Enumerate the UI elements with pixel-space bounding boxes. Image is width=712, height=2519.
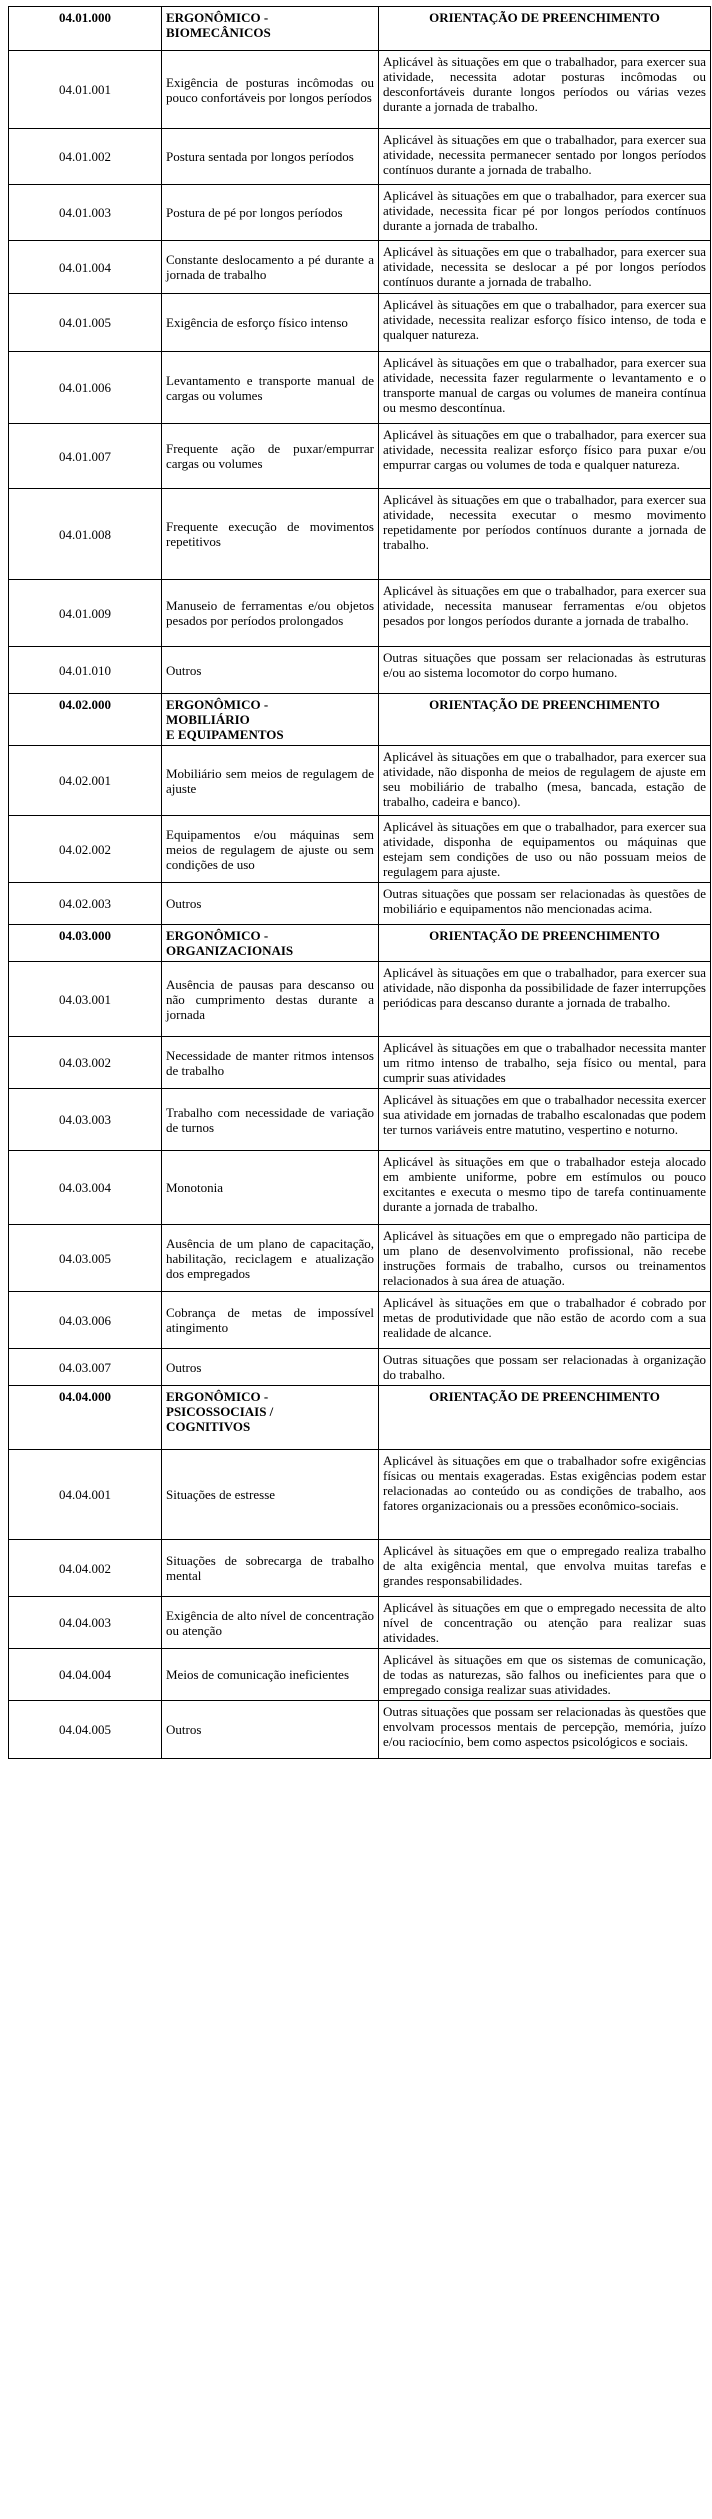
fill-guidance: Aplicável às situações em que o trabalhador, para exercer sua atividade, necessita permanecer sentado por longos períodos contínuos durante a jornada de trabalho. <box>379 129 711 185</box>
risk-description: Mobiliário sem meios de regulagem de ajuste <box>162 746 379 816</box>
risk-code: 04.01.005 <box>9 294 162 352</box>
table-row <box>9 883 711 925</box>
fill-guidance: Aplicável às situações em que o empregado necessita de alto nível de concentração ou atenção para realizar suas atividades. <box>379 1597 711 1649</box>
section-title-line: COGNITIVOS <box>166 1419 251 1434</box>
risk-code: 04.04.005 <box>9 1701 162 1759</box>
guide-header: ORIENTAÇÃO DE PREENCHIMENTO <box>379 7 711 51</box>
risk-description: Postura sentada por longos períodos <box>162 129 379 185</box>
risk-description: Outros <box>162 647 379 694</box>
risk-code: 04.01.006 <box>9 352 162 424</box>
fill-guidance: Aplicável às situações em que o trabalhador, para exercer sua atividade, necessita fazer regularmente o levantamento e o transporte manual de cargas ou volumes de maneira contínua ou mesmo descontínua. <box>379 352 711 424</box>
risk-code: 04.01.002 <box>9 129 162 185</box>
section-title-line: BIOMECÂNICOS <box>166 25 271 40</box>
risk-code: 04.03.007 <box>9 1349 162 1386</box>
section-title-line: ERGONÔMICO - <box>166 697 269 712</box>
fill-guidance: Outras situações que possam ser relacionadas às questões de mobiliário e equipamentos não mencionadas acima. <box>379 883 711 925</box>
section-title <box>162 925 379 962</box>
risk-description: Exigência de alto nível de concentração ou atenção <box>162 1597 379 1649</box>
table-row <box>9 241 711 294</box>
risk-description: Outros <box>162 1701 379 1759</box>
table-row <box>9 424 711 489</box>
section-title <box>162 694 379 746</box>
table-row <box>9 1089 711 1151</box>
risk-description: Necessidade de manter ritmos intensos de trabalho <box>162 1037 379 1089</box>
risk-table-body <box>9 7 711 1759</box>
fill-guidance: Outras situações que possam ser relacionadas às estruturas e/ou ao sistema locomotor do corpo humano. <box>379 647 711 694</box>
risk-code: 04.02.001 <box>9 746 162 816</box>
fill-guidance: Aplicável às situações em que o trabalhador, para exercer sua atividade, disponha de equipamentos ou máquinas que estejam sem condições de uso ou não possuam meios de regulagem para ajuste. <box>379 816 711 883</box>
table-row <box>9 185 711 241</box>
table-row <box>9 1701 711 1759</box>
table-row <box>9 1037 711 1089</box>
risk-description: Trabalho com necessidade de variação de turnos <box>162 1089 379 1151</box>
section-title-line: ORGANIZACIONAIS <box>166 943 294 958</box>
table-row <box>9 1649 711 1701</box>
section-code: 04.03.000 <box>9 925 162 962</box>
fill-guidance: Aplicável às situações em que o trabalhador, para exercer sua atividade, necessita manusear ferramentas e/ou objetos pesados por longos períodos durante a jornada de trabalho. <box>379 580 711 647</box>
guide-header: ORIENTAÇÃO DE PREENCHIMENTO <box>379 1386 711 1450</box>
fill-guidance: Aplicável às situações em que o trabalhador, para exercer sua atividade, necessita realizar esforço físico intenso, de toda e qualquer natureza. <box>379 294 711 352</box>
table-row <box>9 1225 711 1292</box>
table-row <box>9 647 711 694</box>
risk-description: Frequente execução de movimentos repetitivos <box>162 489 379 580</box>
risk-description: Frequente ação de puxar/empurrar cargas ou volumes <box>162 424 379 489</box>
risk-description: Monotonia <box>162 1151 379 1225</box>
fill-guidance: Aplicável às situações em que o trabalhador, para exercer sua atividade, não disponha da possibilidade de fazer interrupções periódicas para descanso durante a jornada de trabalho. <box>379 962 711 1037</box>
risk-code: 04.03.002 <box>9 1037 162 1089</box>
risk-description: Manuseio de ferramentas e/ou objetos pesados por períodos prolongados <box>162 580 379 647</box>
fill-guidance: Aplicável às situações em que o trabalhador esteja alocado em ambiente uniforme, pobre em estímulos ou pouco excitantes e executa o mesmo tipo de tarefa continuamente durante a jornada de trabalho. <box>379 1151 711 1225</box>
section-header-row <box>9 925 711 962</box>
risk-description: Exigência de esforço físico intenso <box>162 294 379 352</box>
fill-guidance: Aplicável às situações em que o empregado não participa de um plano de desenvolvimento profissional, não recebe instruções formais de trabalho, cursos ou treinamentos relacionados à sua área de atuação. <box>379 1225 711 1292</box>
section-header-row <box>9 7 711 51</box>
risk-code: 04.03.003 <box>9 1089 162 1151</box>
section-title <box>162 7 379 51</box>
table-row <box>9 962 711 1037</box>
table-row <box>9 746 711 816</box>
risk-code: 04.02.003 <box>9 883 162 925</box>
risk-code: 04.02.002 <box>9 816 162 883</box>
section-title <box>162 1386 379 1450</box>
table-row <box>9 1450 711 1540</box>
risk-description: Levantamento e transporte manual de cargas ou volumes <box>162 352 379 424</box>
table-row <box>9 816 711 883</box>
table-row <box>9 1540 711 1597</box>
table-row <box>9 129 711 185</box>
table-row <box>9 1292 711 1349</box>
risk-description: Situações de estresse <box>162 1450 379 1540</box>
risk-description: Ausência de um plano de capacitação, habilitação, reciclagem e atualização dos empregados <box>162 1225 379 1292</box>
section-header-row <box>9 1386 711 1450</box>
risk-code: 04.04.001 <box>9 1450 162 1540</box>
risk-code: 04.04.004 <box>9 1649 162 1701</box>
risk-description: Meios de comunicação ineficientes <box>162 1649 379 1701</box>
risk-code: 04.03.004 <box>9 1151 162 1225</box>
section-title-line: MOBILIÁRIO <box>166 712 250 727</box>
fill-guidance: Outras situações que possam ser relacionadas às questões que envolvam processos mentais de percepção, memória, juízo e/ou raciocínio, bem como aspectos psicológicos e sociais. <box>379 1701 711 1759</box>
section-code: 04.02.000 <box>9 694 162 746</box>
risk-description: Equipamentos e/ou máquinas sem meios de regulagem de ajuste ou sem condições de uso <box>162 816 379 883</box>
risk-code: 04.01.009 <box>9 580 162 647</box>
risk-code: 04.04.002 <box>9 1540 162 1597</box>
section-title-line: ERGONÔMICO - <box>166 10 269 25</box>
risk-description: Cobrança de metas de impossível atingimento <box>162 1292 379 1349</box>
fill-guidance: Aplicável às situações em que os sistemas de comunicação, de todas as naturezas, são falhos ou ineficientes para que o empregado consiga realizar suas atividades. <box>379 1649 711 1701</box>
fill-guidance: Aplicável às situações em que o empregado realiza trabalho de alta exigência mental, que envolva muitas tarefas e grandes responsabilidades. <box>379 1540 711 1597</box>
section-header-row <box>9 694 711 746</box>
risk-code: 04.03.005 <box>9 1225 162 1292</box>
risk-code: 04.01.008 <box>9 489 162 580</box>
fill-guidance: Outras situações que possam ser relacionadas à organização do trabalho. <box>379 1349 711 1386</box>
table-row <box>9 294 711 352</box>
fill-guidance: Aplicável às situações em que o trabalhador, para exercer sua atividade, necessita realizar esforço físico para puxar e/ou empurrar cargas ou volumes de toda e qualquer natureza. <box>379 424 711 489</box>
section-title-line: ERGONÔMICO - <box>166 928 269 943</box>
fill-guidance: Aplicável às situações em que o trabalhador sofre exigências físicas ou mentais exageradas. Estas exigências podem estar relacionadas ao conteúdo ou as condições de trabalho, aos fatores organizacionais ou a pressões econômico-sociais. <box>379 1450 711 1540</box>
risk-description: Outros <box>162 1349 379 1386</box>
risk-code: 04.03.001 <box>9 962 162 1037</box>
table-row <box>9 1151 711 1225</box>
risk-code: 04.03.006 <box>9 1292 162 1349</box>
risk-code: 04.04.003 <box>9 1597 162 1649</box>
section-title-line: E EQUIPAMENTOS <box>166 727 284 742</box>
fill-guidance: Aplicável às situações em que o trabalhador, para exercer sua atividade, necessita ficar pé por longos períodos contínuos durante a jornada de trabalho. <box>379 185 711 241</box>
fill-guidance: Aplicável às situações em que o trabalhador, para exercer sua atividade, necessita adotar posturas incômodas ou desconfortáveis durante longos períodos ou várias vezes durante a jornada de trabalho. <box>379 51 711 129</box>
table-row <box>9 580 711 647</box>
section-title-line: PSICOSSOCIAIS / <box>166 1404 274 1419</box>
risk-code: 04.01.004 <box>9 241 162 294</box>
table-row <box>9 1597 711 1649</box>
risk-code: 04.01.001 <box>9 51 162 129</box>
table-row <box>9 489 711 580</box>
section-title-line: ERGONÔMICO - <box>166 1389 269 1404</box>
fill-guidance: Aplicável às situações em que o trabalhador necessita manter um ritmo intenso de trabalho, seja físico ou mental, para cumprir suas atividades <box>379 1037 711 1089</box>
fill-guidance: Aplicável às situações em que o trabalhador, para exercer sua atividade, não disponha de meios de regulagem de ajuste em seu mobiliário de trabalho (mesa, bancada, estação de trabalho, cadeira e banco). <box>379 746 711 816</box>
table-row <box>9 352 711 424</box>
fill-guidance: Aplicável às situações em que o trabalhador, para exercer sua atividade, necessita se deslocar a pé por longos períodos contínuos durante a jornada de trabalho. <box>379 241 711 294</box>
fill-guidance: Aplicável às situações em que o trabalhador necessita exercer sua atividade em jornadas de trabalho escalonadas que podem ter turnos variáveis entre matutino, vespertino e noturno. <box>379 1089 711 1151</box>
table-row <box>9 1349 711 1386</box>
fill-guidance: Aplicável às situações em que o trabalhador, para exercer sua atividade, necessita executar o mesmo movimento repetidamente por períodos contínuos durante a jornada de trabalho. <box>379 489 711 580</box>
section-code: 04.01.000 <box>9 7 162 51</box>
risk-code: 04.01.007 <box>9 424 162 489</box>
risk-description: Exigência de posturas incômodas ou pouco confortáveis por longos períodos <box>162 51 379 129</box>
risk-code: 04.01.003 <box>9 185 162 241</box>
table-row <box>9 51 711 129</box>
risk-description: Ausência de pausas para descanso ou não cumprimento destas durante a jornada <box>162 962 379 1037</box>
fill-guidance: Aplicável às situações em que o trabalhador é cobrado por metas de produtividade que não estão de acordo com a sua realidade de alcance. <box>379 1292 711 1349</box>
risk-description: Outros <box>162 883 379 925</box>
guide-header: ORIENTAÇÃO DE PREENCHIMENTO <box>379 694 711 746</box>
risk-description: Postura de pé por longos períodos <box>162 185 379 241</box>
risk-description: Situações de sobrecarga de trabalho mental <box>162 1540 379 1597</box>
risk-table <box>8 6 711 1759</box>
risk-code: 04.01.010 <box>9 647 162 694</box>
risk-description: Constante deslocamento a pé durante a jornada de trabalho <box>162 241 379 294</box>
section-code: 04.04.000 <box>9 1386 162 1450</box>
guide-header: ORIENTAÇÃO DE PREENCHIMENTO <box>379 925 711 962</box>
